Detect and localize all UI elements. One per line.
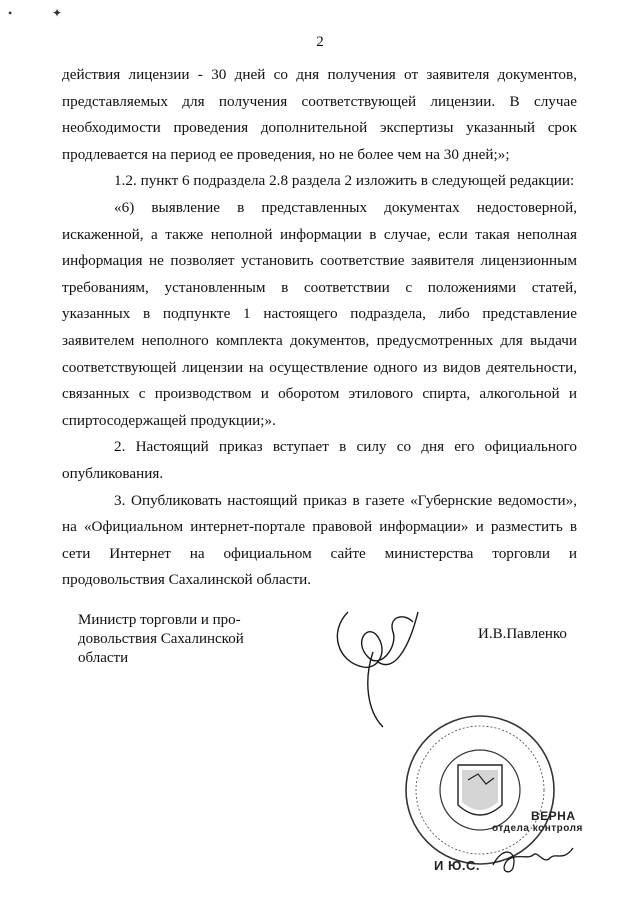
stamp-line: отдела контроля [492,823,583,834]
paragraph: 2. Настоящий приказ вступает в силу со дня его официального опубликования. [62,438,577,482]
paragraph: 1.2. пункт 6 подраздела 2.8 раздела 2 изложить в следующей редакции: [114,172,575,190]
stamp-initials: И Ю.С. [434,858,480,873]
stamp-line: ВЕРНА [531,809,576,823]
scan-speck: • [8,6,13,20]
page-number: 2 [316,34,324,50]
handwritten-initials [488,840,578,880]
paragraph: «6) выявление в представленных документах недостоверной, искаженной, а также неполной информации в случае, если такая неполная информация не позволяет установить соответствие заявителя лицензионным требованиям, установленным в соответствии с положениями статей, указанных в подпункте 1 настоящего подраздела, либо представление заявителем неполного комплекта документов, предусмотренных для выдачи соответствующей лицензии на осуществление одного из видов деятельности, связанных с производством и оборотом этилового спирта, алкогольной и спиртосодержащей продукции;». [62,198,577,429]
signatory-position-line: Министр торговли и про- [78,612,241,628]
signatory-name: И.В.Павленко [478,626,567,642]
signatory-position [78,611,278,668]
signatory-position-line: области [78,650,129,666]
paragraph: 3. Опубликовать настоящий приказ в газете «Губернские ведомости», на «Официальном интернет-портале правовой информации» и разместить в сети Интернет на официальном сайте министерства торговли и продовольствия Сахалинской области. [62,491,577,589]
scan-speck: ✦ [52,6,63,20]
signatory-position-line: довольствия Сахалинской [78,631,244,647]
paragraph: действия лицензии - 30 дней со дня получения от заявителя документов, представляемых для получения соответствующей лицензии. В случае необходимости проведения дополнительной экспертизы указанный срок продлевается на период ее проведения, но не более чем на 30 дней;»; [62,66,577,163]
document-body [62,62,577,594]
